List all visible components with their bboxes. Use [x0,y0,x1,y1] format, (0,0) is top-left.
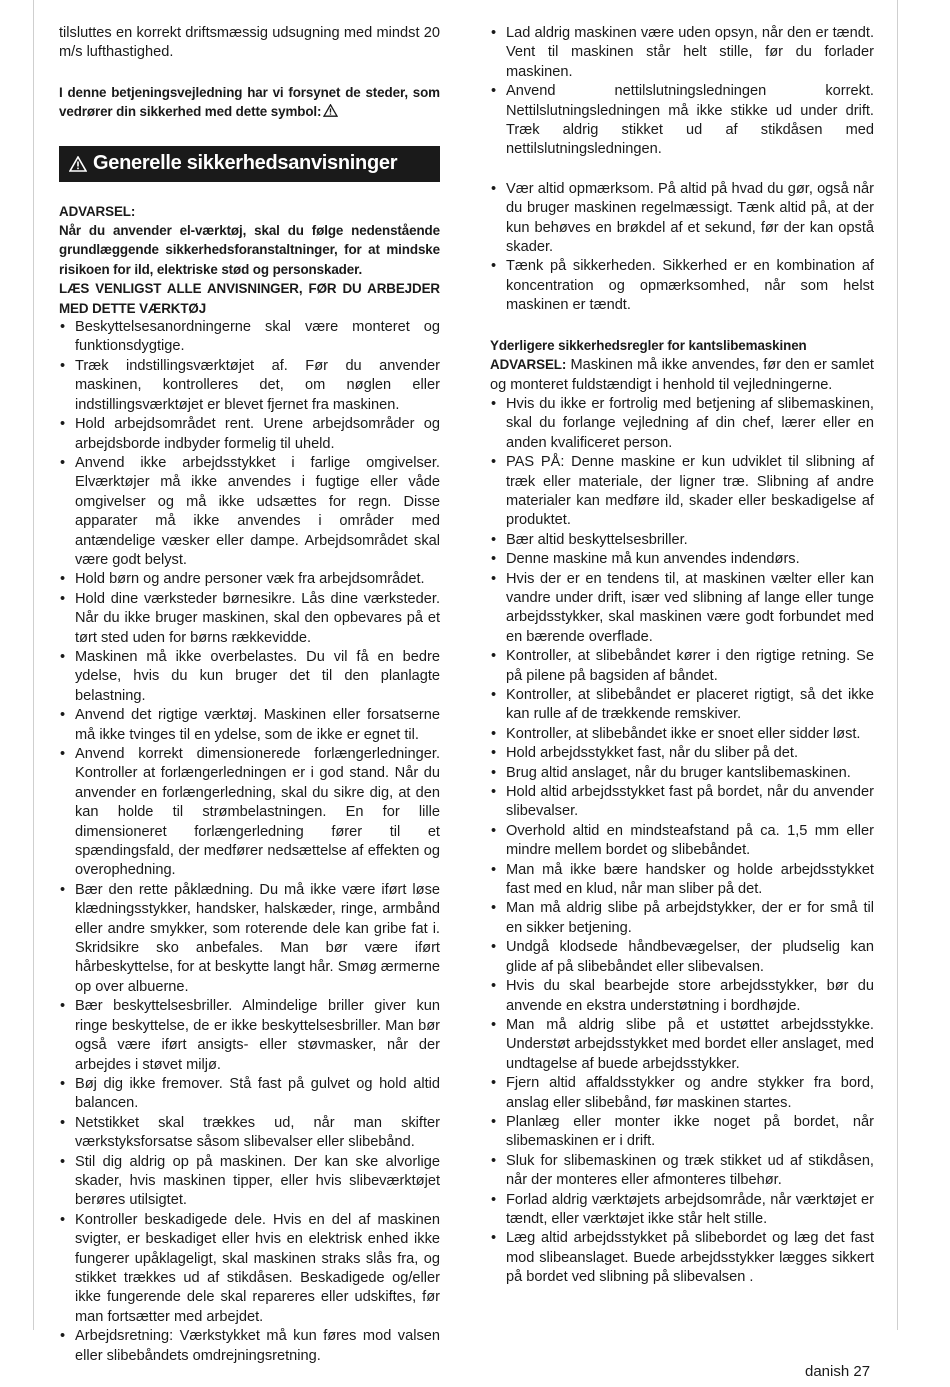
list-item: • Bær beskyttelsesbriller. Almindelige briller giver kun ringe beskyttelse, de er ikke beskyttelsesbriller. Man bør også være iført ansigts- eller støvmasker, når der arbejdes i støvet miljø. [59,997,440,1075]
list-item: • Tænk på sikkerheden. Sikkerhed er en kombination af koncentration og opmærksomhed, når som helst maskinen er tændt. [490,257,874,315]
list-item: • Man må aldrig slibe på et ustøttet arbejdsstykke. Understøt arbejdsstykket med bordet eller anslaget, med undtagelse af buede arbejdsstykker. [490,1016,874,1074]
list-item: • Undgå klodsede håndbevægelser, der pludselig kan glide af på slibebåndet eller slibevalsen. [490,938,874,977]
list-item: • Anvend korrekt dimensionerede forlængerledninger. Kontroller at forlængerledningen er i god stand. Når du anvender en forlængerledning, skal du sikre dig, at den kan holde til strømbelastningen. En for lille dimensioneret forlængerledning fører til et spændingsfald, der medfører nedsættelse af effekten og overophedning. [59,745,440,881]
list-item: • Sluk for slibemaskinen og træk stikket ud af stikdåsen, når der monteres eller afmonteres tilbehør. [490,1152,874,1191]
list-item: • Denne maskine må kun anvendes indendørs. [490,550,874,569]
list-item: • Vær altid opmærksom. På altid på hvad du gør, også når du bruger maskinen regelmæssigt. Tænk altid på, at der kun behøves en brøkdel af et sekund, før der kan opstå skader. [490,180,874,258]
attention-list [490,180,874,316]
list-item: • Bær altid beskyttelsesbriller. [490,531,874,550]
list-item: • Kontroller, at slibebåndet er placeret rigtigt, så det ikke kan rulle af de trækkende remskiver. [490,686,874,725]
operation-list [490,24,874,160]
list-item: • PAS PÅ: Denne maskine er kun udviklet til slibning af træk eller materiale, der ligner træ. Slibning af andre materialer kan medføre ild, skader eller beskadigelse af produktet. [490,453,874,531]
left-margin-rule [33,0,34,1330]
list-item: • Hvis der er en tendens til, at maskinen vælter eller kan vandre under drift, især ved slibning af lange eller tunge arbejdsstykker, skal maskinen være godt forbundet med en bærende overflade. [490,570,874,648]
list-item: • Anvend ikke arbejdsstykket i farlige omgivelser. Elværktøjer må ikke anvendes i fugtige eller våde omgivelser og må ikke udsættes for regn. Disse apparater må ikke anvendes i områder med antændelige væsker eller dampe. Arbejdsområdet skal være godt belyst. [59,454,440,570]
list-item: • Læg altid arbejdsstykket på slibebordet og læg det fast mod slibeanslaget. Buede arbejdsstykker lægges sikkert på bordet ved slibning på slibevalsen . [490,1229,874,1287]
list-item: • Man må aldrig slibe på arbejdstykker, der er for små til en sikker betjening. [490,899,874,938]
list-item: • Bøj dig ikke fremover. Stå fast på gulvet og hold altid balancen. [59,1075,440,1114]
list-item: • Anvend det rigtige værktøj. Maskinen eller forsatserne må ikke tvinges til en ydelse, som de ikke er egnet til. [59,706,440,745]
list-item: • Overhold altid en mindsteafstand på ca. 1,5 mm eller mindre mellem bordet og slibebåndet. [490,822,874,861]
list-item: • Brug altid anslaget, når du bruger kantslibemaskinen. [490,764,874,783]
list-item: • Man må ikke bære handsker og holde arbejdsstykket fast med en klud, når man sliber på det. [490,861,874,900]
edge-sander-safety-list [490,395,874,1288]
warning-label: ADVARSEL: [59,203,136,219]
list-item: • Stil dig aldrig op på maskinen. Der kan ske alvorlige skader, hvis maskinen tipper, eller hvis slibeværktøjet berøres utilsigtet. [59,1153,440,1211]
right-column [490,24,874,1288]
read-all-notice: LÆS VENLIGST ALLE ANVISNINGER, FØR DU ARBEJDER MED DETTE VÆRKTØJ [59,281,440,316]
list-item: • Fjern altid affaldsstykker og andre stykker fra bord, anslag eller slibebånd, før maskinen startes. [490,1074,874,1113]
list-item: • Hvis du skal bearbejde store arbejdsstykker, bør du anvende en ekstra understøtning i bordhøjde. [490,977,874,1016]
list-item: • Maskinen må ikke overbelastes. Du vil få en bedre ydelse, hvis du kun bruger det til den planlagte belastning. [59,648,440,706]
section-heading-bar [59,146,440,182]
list-item: • Forlad aldrig værktøjets arbejdsområde, når værktøjet er tændt, eller værktøjet ikke står helt stille. [490,1191,874,1230]
list-item: • Planlæg eller monter ikke noget på bordet, når slibemaskinen er i drift. [490,1113,874,1152]
intro-text: tilsluttes en korrekt driftsmæssig udsugning med mindst 20 m/s lufthastighed. [59,25,440,61]
list-item: • Hvis du ikke er fortrolig med betjening af slibemaskinen, skal du forlange vejledning af din chef, lærer eller en anden kvalificeret person. [490,395,874,453]
list-item: • Anvend nettilslutningsledningen korrekt. Nettilslutningsledningen må ikke stikke ud under drift. Træk aldrig stikket ud af stikdåsen med nettilslutningsledningen. [490,82,874,160]
warning-text: Maskinen må ikke anvendes, før den er samlet og monteret fuldstændigt i henhold til vejledningerne. [490,357,874,393]
list-item: • Hold arbejdsområdet rent. Urene arbejdsområder og arbejdsborde indbyder formelig til uheld. [59,415,440,454]
warning-triangle-icon [323,104,338,117]
list-item: • Hold arbejdsstykket fast, når du sliber på det. [490,744,874,763]
list-item: • Hold altid arbejdsstykket fast på bordet, når du anvender slibevalser. [490,783,874,822]
list-item: • Netstikket skal trækkes ud, når man skifter værkstyksforsatse såsom slibevalser eller slibebånd. [59,1114,440,1153]
list-item: • Lad aldrig maskinen være uden opsyn, når den er tændt. Vent til maskinen står helt stille, før du forlader maskinen. [490,24,874,82]
list-item: • Træk indstillingsværktøjet af. Før du anvender maskinen, kontrolleres det, om nøglen eller indstillingsværktøjet er blevet fjernet fra maskinen. [59,357,440,415]
list-item: • Kontroller, at slibebåndet ikke er snoet eller sidder løst. [490,725,874,744]
page-footer: danish 27 [805,1363,871,1380]
list-item: • Kontroller beskadigede dele. Hvis en del af maskinen svigter, er beskadiget eller hvis en elektrisk enhed ikke fungerer upåklageligt, skal maskinen straks slås fra, og stikket trækkes ud af stikdåsen. Beskadigede og/eller ikke fungerende dele skal repareres eller udskiftes, før man fortsætter med arbejdet. [59,1211,440,1327]
right-margin-rule [897,0,898,1330]
general-safety-list [59,318,440,1366]
warning-text: Når du anvender el-værktøj, skal du følge nedenstående grundlæggende sikkerhedsforanstaltninger, for at mindske risikoen for ild, elektriske stød og personskader. [59,223,440,277]
list-item: • Bær den rette påklædning. Du må ikke være iført løse klædningsstykker, handsker, halskæder, ringe, armbånd eller andre smykker, som roterende dele kan gribe fat i. Skridsikre sko anbefales. Man bør være iført hårbeskyttelse, for at beskytte langt hår. Smøg ærmerne op over albuerne. [59,881,440,997]
list-item: • Kontroller, at slibebåndet kører i den rigtige retning. Se på pilene på bagsiden af båndet. [490,647,874,686]
symbol-note-text: I denne betjeningsvejledning har vi forsynet de steder, som vedrører din sikkerhed med dette symbol: [59,84,440,120]
left-column [59,24,440,1366]
list-item: • Arbejdsretning: Værkstykket må kun føres mod valsen eller slibebåndets omdrejningsretning. [59,1327,440,1366]
section-heading: Generelle sikkerhedsanvisninger [93,151,398,174]
list-item: • Hold dine værksteder børnesikre. Lås dine værksteder. Når du ikke bruger maskinen, skal den opbevares på et tørt sted uden for børns rækkevidde. [59,590,440,648]
warning-label: ADVARSEL: [490,357,567,373]
list-item: • Beskyttelsesanordningerne skal være monteret og funktionsdygtige. [59,318,440,357]
symbol-note [59,83,440,122]
warning-triangle-icon [69,156,87,172]
assembly-warning [490,355,874,395]
subheading: Yderligere sikkerhedsregler for kantslibemaskinen [490,337,807,353]
list-item: • Hold børn og andre personer væk fra arbejdsområdet. [59,570,440,589]
